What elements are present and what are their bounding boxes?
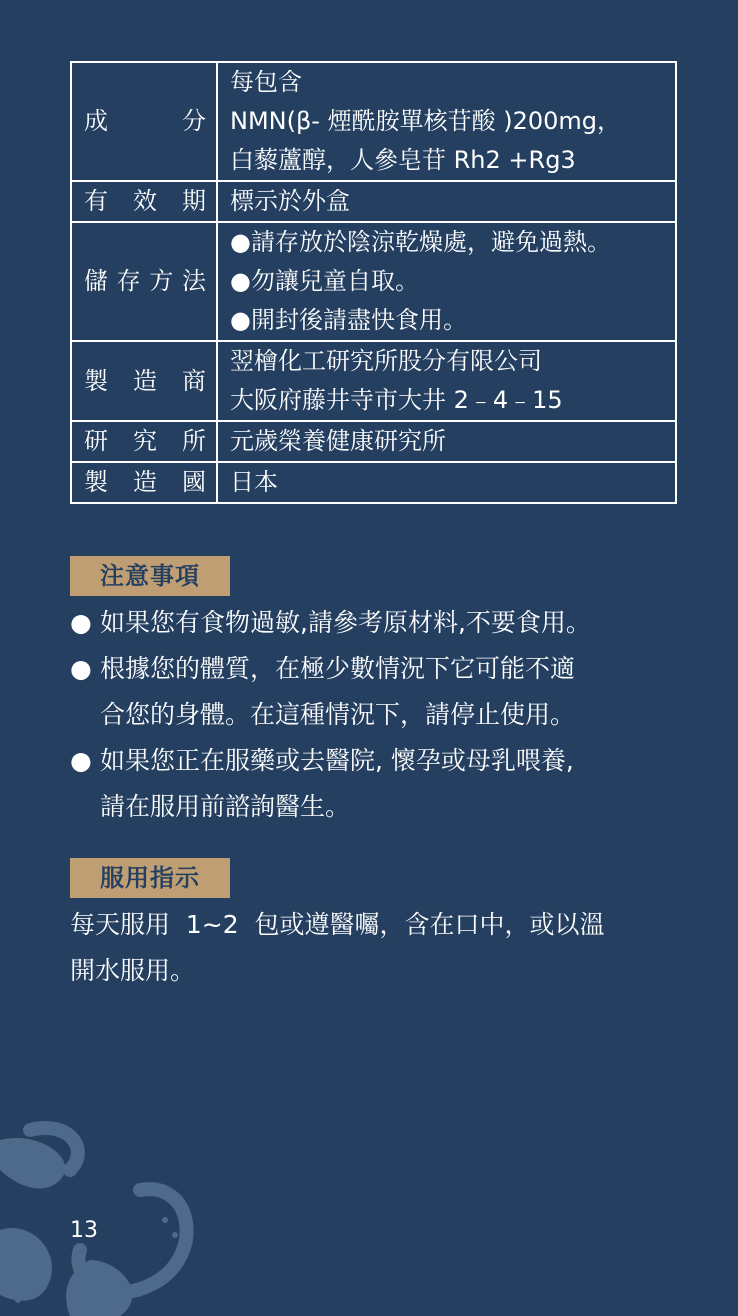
table-row	[71, 341, 676, 421]
row-value: ●請存放於陰涼乾燥處，避免過熱。 ●勿讓兒童自取。 ●開封後請盡快食用。	[217, 222, 676, 341]
row-label: 有 效 期	[71, 181, 217, 222]
row-label: 製 造 國	[71, 462, 217, 503]
table-row	[71, 181, 676, 222]
notes-title: 注意事項	[70, 556, 230, 596]
page-number: 13	[70, 1218, 98, 1243]
row-value: 元歲榮養健康研究所	[217, 421, 676, 462]
list-item: ● 根據您的體質，在極少數情況下它可能不適 合您的身體。在這種情況下，請停止使用。	[70, 646, 690, 738]
table-row	[71, 62, 676, 181]
row-value: 翌檜化工研究所股分有限公司 大阪府藤井寺市大井 2﹣4﹣15	[217, 341, 676, 421]
table-row	[71, 222, 676, 341]
row-value: 日本	[217, 462, 676, 503]
row-label: 儲 存 方 法	[71, 222, 217, 341]
row-label: 成 分	[71, 62, 217, 181]
row-label: 研 究 所	[71, 421, 217, 462]
row-value: 標示於外盒	[217, 181, 676, 222]
table-row	[71, 462, 676, 503]
usage-text: 每天服用 1~2 包或遵醫囑，含在口中，或以溫 開水服用。	[70, 910, 605, 985]
row-label: 製 造 商	[71, 341, 217, 421]
bullet-icon: ●	[70, 654, 92, 683]
usage-title: 服用指示	[70, 858, 230, 898]
table-row	[71, 421, 676, 462]
spec-table	[70, 61, 677, 504]
notes-list	[70, 600, 690, 830]
bullet-icon: ●	[70, 746, 92, 775]
floral-ornament-icon	[0, 1110, 220, 1316]
list-item: ● 如果您正在服藥或去醫院, 懷孕或母乳喂養, 請在服用前諮詢醫生。	[70, 738, 690, 830]
list-item: ● 如果您有食物過敏,請參考原材料,不要食用。	[70, 600, 690, 646]
row-value: 每包含 NMN(β- 煙酰胺單核苷酸 )200mg， 白藜蘆醇，人參皂苷 Rh2 +Rg3	[217, 62, 676, 181]
bullet-icon: ●	[70, 608, 92, 637]
